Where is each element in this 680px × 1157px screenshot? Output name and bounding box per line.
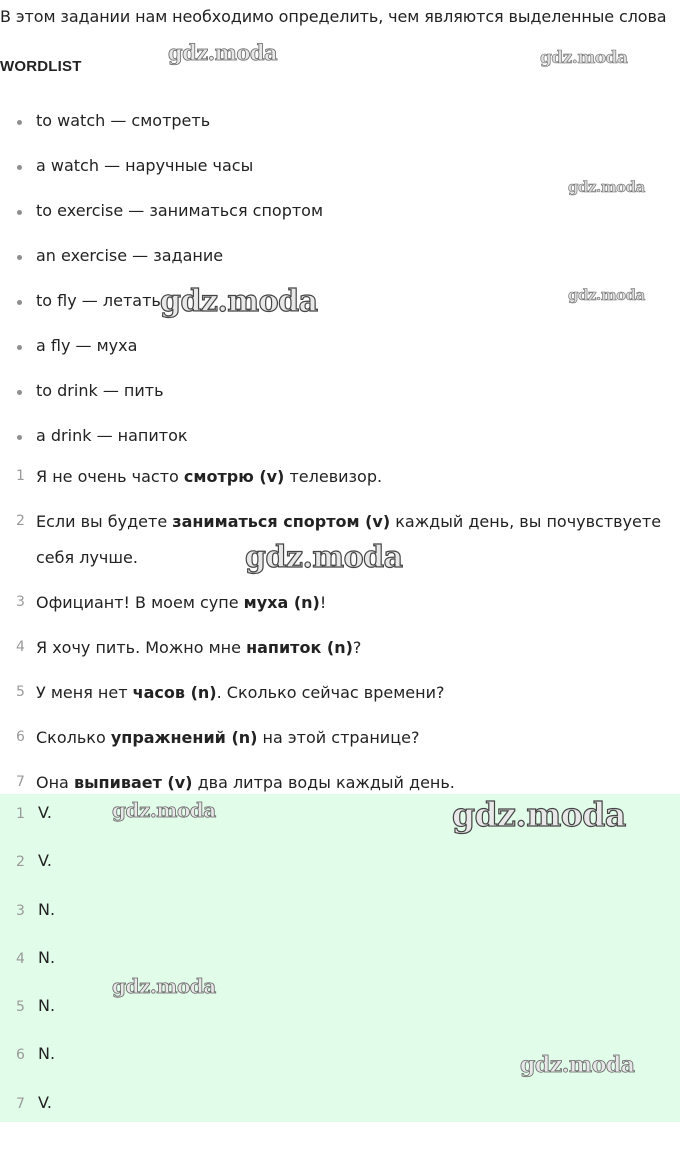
watermark: gdz.moda: [540, 48, 628, 68]
list-item: [0, 199, 323, 244]
highlighted-word: часов (n): [132, 682, 217, 702]
item-number: 4: [16, 638, 25, 655]
item-number: 2: [16, 513, 25, 529]
answer-text: V.: [38, 851, 52, 871]
sentence-text: Если вы будете: [36, 512, 173, 531]
answer-text: V.: [38, 803, 52, 822]
item-number: 5: [16, 683, 25, 700]
item-number: 7: [16, 1095, 25, 1112]
sentence-item: [0, 630, 680, 666]
sentence-text: ?: [352, 637, 362, 657]
bullet-icon: [17, 435, 22, 440]
wordlist-entry: a drink — напиток: [36, 426, 188, 445]
sentence-text: два литра воды каждый день.: [192, 772, 455, 792]
answer-text: N.: [38, 899, 56, 919]
item-number: 6: [16, 1047, 25, 1064]
sentence-text: Официант! В моем супе: [36, 592, 244, 612]
sentence-item: [0, 675, 680, 711]
sentence-text: Я хочу пить. Можно мне: [36, 637, 247, 657]
wordlist-entry: to watch — смотреть: [36, 111, 211, 130]
answer-item: [0, 898, 55, 946]
sentence-text: !: [319, 592, 327, 612]
bullet-icon: [17, 300, 22, 305]
bullet-icon: [17, 120, 22, 125]
answer-item: [0, 849, 55, 897]
list-item: [0, 154, 323, 199]
intro-text: В этом задании нам необходимо определить, чем являются выделенные слова: [0, 7, 667, 26]
watermark: gdz.moda: [245, 540, 403, 575]
list-item: [0, 244, 323, 289]
highlighted-word: выпивает (v): [73, 772, 193, 792]
answer-item: [0, 946, 55, 994]
sentence-text: телевизор.: [284, 467, 383, 486]
bullet-icon: [17, 345, 22, 350]
sentence-item: [0, 720, 680, 756]
watermark: gdz.moda: [452, 795, 626, 834]
item-number: 4: [16, 950, 25, 967]
sentence-text: У меня нет: [36, 682, 133, 702]
answer-text: V.: [38, 1092, 52, 1112]
watermark: gdz.moda: [168, 40, 278, 65]
item-number: 2: [16, 854, 25, 871]
wordlist-entry: a watch — наручные часы: [36, 156, 254, 175]
watermark: gdz.moda: [112, 974, 216, 998]
highlighted-word: упражнений (n): [110, 727, 258, 747]
watermark: gdz.moda: [160, 284, 318, 319]
watermark: gdz.moda: [568, 286, 645, 304]
sentence-item: [0, 585, 680, 621]
wordlist-entry: to exercise — заниматься спортом: [36, 201, 324, 220]
item-number: 5: [16, 999, 25, 1016]
bullet-icon: [17, 210, 22, 215]
sentence-text: Я не очень часто: [36, 467, 184, 486]
list-item: [0, 109, 323, 154]
sentence-text: . Сколько сейчас времени?: [216, 682, 445, 702]
sentence-text: на этой странице?: [257, 727, 420, 747]
sentence-text: Сколько: [36, 727, 111, 747]
sentence-text: каждый день, вы почувствуете себя лучше.: [36, 512, 662, 567]
sentence-text: Она: [36, 772, 74, 792]
bullet-icon: [17, 390, 22, 395]
list-item: [0, 379, 323, 424]
bullet-icon: [17, 255, 22, 260]
wordlist-heading: WORDLIST: [0, 58, 82, 75]
answer-item: [0, 1091, 55, 1139]
list-item: [0, 334, 323, 379]
highlighted-word: заниматься спортом (v): [172, 512, 391, 531]
highlighted-word: муха (n): [243, 592, 320, 612]
bullet-icon: [17, 165, 22, 170]
highlighted-word: смотрю (v): [183, 467, 285, 486]
watermark: gdz.moda: [520, 1052, 635, 1078]
answer-text: N.: [38, 947, 56, 967]
item-number: 3: [16, 593, 25, 610]
sentence-item: [0, 459, 680, 495]
answer-item: [0, 994, 55, 1042]
item-number: 6: [16, 728, 25, 745]
highlighted-word: напиток (n): [246, 637, 353, 657]
wordlist-entry: an exercise — задание: [36, 246, 224, 265]
answer-list: [0, 801, 55, 1139]
answer-item: [0, 801, 55, 849]
item-number: 7: [16, 773, 25, 790]
watermark: gdz.moda: [568, 178, 645, 196]
answer-text: N.: [38, 1044, 56, 1064]
item-number: 3: [16, 902, 25, 919]
answer-text: N.: [38, 996, 56, 1016]
wordlist-entry: to drink — пить: [36, 381, 164, 400]
item-number: 1: [16, 468, 25, 484]
watermark: gdz.moda: [112, 798, 216, 822]
wordlist-entry: to fly — летать: [36, 291, 161, 310]
exercise-sentences: [0, 459, 680, 810]
item-number: 1: [16, 806, 25, 822]
answer-item: [0, 1042, 55, 1090]
wordlist-entry: a fly — муха: [36, 336, 138, 355]
